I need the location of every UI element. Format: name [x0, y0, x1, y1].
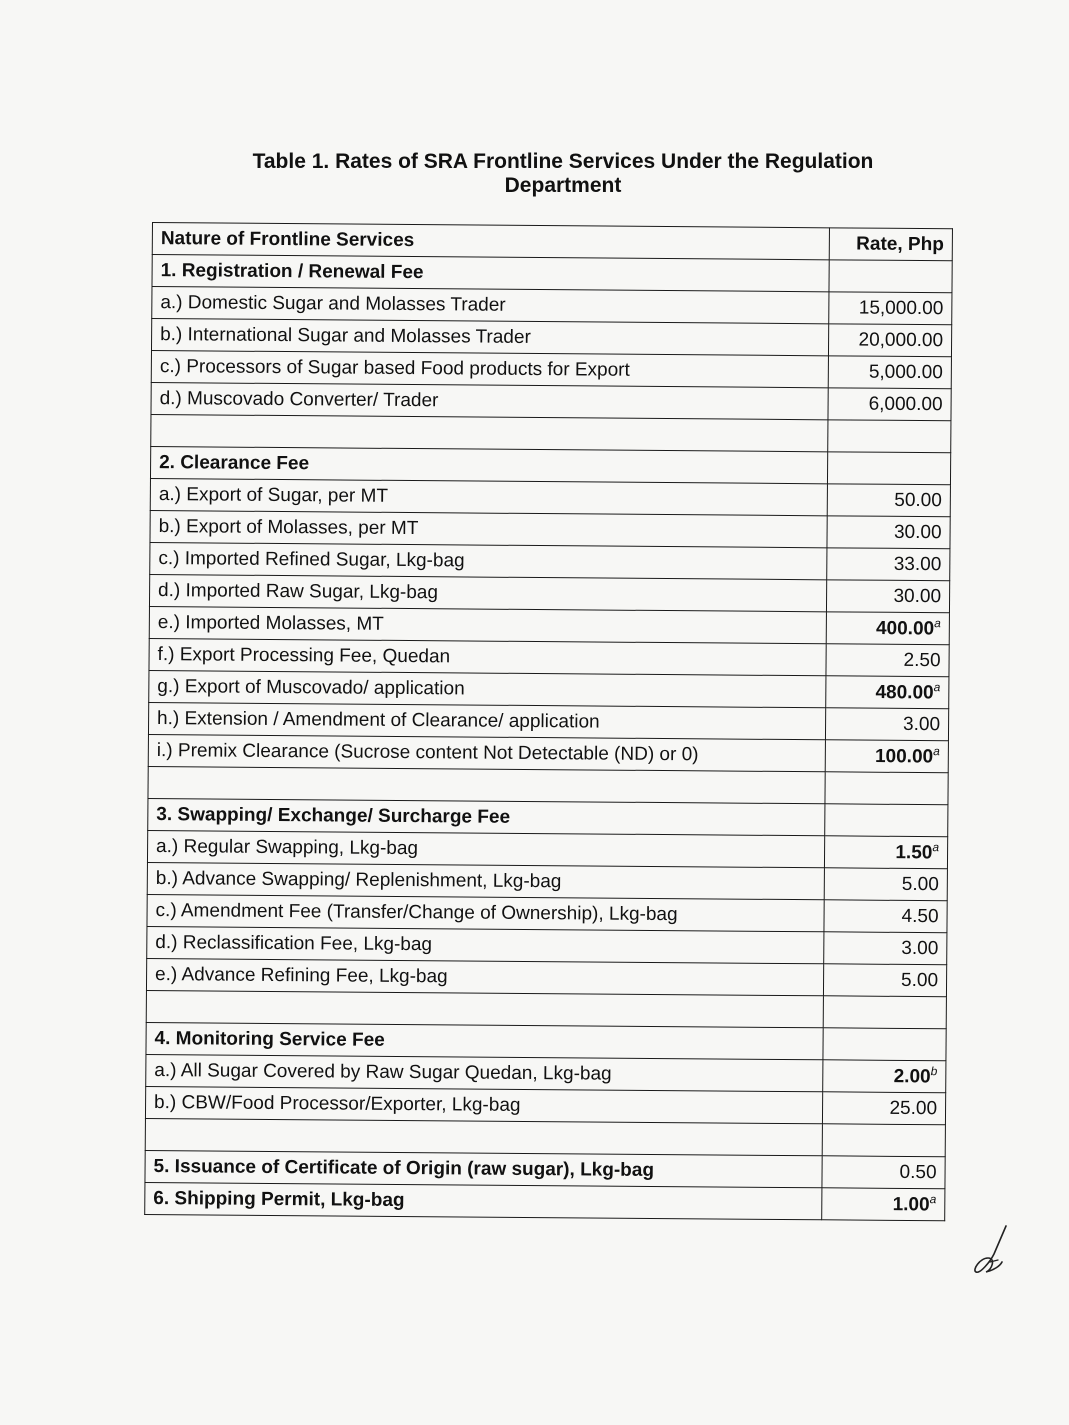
blank-cell [823, 996, 946, 1029]
service-label: h.) Extension / Amendment of Clearance/ application [148, 702, 825, 739]
table-title-line-2: Department [504, 174, 622, 197]
rate-value: 2.00 [893, 1066, 931, 1088]
rate-footnote-mark: a [929, 1192, 937, 1207]
service-label: d.) Reclassification Fee, Lkg-bag [147, 926, 824, 963]
rate-cell [828, 388, 951, 421]
blank-cell [146, 990, 823, 1027]
rate-value: 30.00 [893, 585, 942, 607]
rate-cell [825, 740, 948, 773]
service-label: b.) Export of Molasses, per MT [150, 510, 827, 547]
section-title: 1. Registration / Renewal Fee [152, 255, 829, 292]
rate-cell [829, 292, 952, 325]
rate-cell [828, 356, 951, 389]
service-label: c.) Processors of Sugar based Food products for Export [151, 350, 828, 387]
table-title [200, 150, 926, 198]
rate-footnote-mark: a [933, 744, 940, 759]
service-label: c.) Amendment Fee (Transfer/Change of Ownership), Lkg-bag [147, 894, 824, 931]
service-label: a.) Regular Swapping, Lkg-bag [147, 830, 824, 867]
rate-cell [823, 1028, 946, 1061]
rate-cell [824, 932, 947, 965]
rate-value: 5.00 [901, 873, 939, 895]
rate-cell [825, 708, 948, 741]
section-title: 4. Monitoring Service Fee [146, 1022, 823, 1059]
rate-value: 100.00 [874, 746, 934, 768]
service-label: a.) Export of Sugar, per MT [150, 478, 827, 515]
rate-footnote-mark: a [934, 616, 941, 631]
rate-footnote-mark: b [930, 1064, 938, 1079]
section-title: 6. Shipping Permit, Lkg-bag [145, 1182, 822, 1219]
rate-cell [827, 484, 950, 517]
rate-cell [822, 1156, 945, 1189]
blank-cell [151, 414, 828, 451]
rate-value: 1.00 [892, 1194, 930, 1216]
table-title-line-1: Table 1. Rates of SRA Frontline Services Under the Regulation [252, 150, 874, 173]
section-row [145, 1182, 945, 1220]
rates-table [144, 222, 953, 1221]
service-label: e.) Imported Molasses, MT [149, 606, 826, 643]
rate-cell [824, 900, 947, 933]
rates-sheet [144, 222, 964, 1221]
section-title: 5. Issuance of Certificate of Origin (raw sugar), Lkg-bag [145, 1150, 822, 1187]
rate-value: 400.00 [875, 618, 935, 640]
service-label: d.) Imported Raw Sugar, Lkg-bag [149, 574, 826, 611]
rate-value: 50.00 [894, 489, 942, 511]
rate-value: 15,000.00 [858, 297, 944, 319]
blank-cell [822, 1124, 945, 1157]
rate-cell [827, 548, 950, 581]
rate-cell [827, 452, 950, 485]
section-title: 2. Clearance Fee [150, 446, 827, 483]
service-label: b.) Advance Swapping/ Replenishment, Lkg-bag [147, 862, 824, 899]
rate-cell [823, 964, 946, 997]
rate-value: 4.50 [901, 905, 939, 927]
service-label: c.) Imported Refined Sugar, Lkg-bag [150, 542, 827, 579]
rate-value: 20,000.00 [858, 329, 944, 351]
section-title: 3. Swapping/ Exchange/ Surcharge Fee [148, 798, 825, 835]
rate-cell [823, 1060, 946, 1093]
rate-cell [826, 676, 949, 709]
service-label: a.) Domestic Sugar and Molasses Trader [152, 287, 829, 324]
header-rate: Rate, Php [829, 228, 952, 261]
rate-footnote-mark: a [932, 840, 940, 855]
rate-cell [822, 1188, 945, 1221]
rate-cell [826, 612, 949, 645]
rate-value: 5.00 [901, 969, 939, 991]
blank-cell [148, 766, 825, 803]
initials-signature-mark [966, 1222, 1016, 1282]
rate-value: 1.50 [895, 842, 933, 864]
service-label: e.) Advance Refining Fee, Lkg-bag [146, 958, 823, 995]
blank-cell [825, 772, 948, 805]
service-label: d.) Muscovado Converter/ Trader [151, 382, 828, 419]
rate-value: 0.50 [899, 1161, 937, 1183]
service-label: a.) All Sugar Covered by Raw Sugar Quedan, Lkg-bag [146, 1054, 823, 1091]
rate-cell [824, 868, 947, 901]
service-label: i.) Premix Clearance (Sucrose content Not Detectable (ND) or 0) [148, 734, 825, 771]
rate-value: 25.00 [889, 1097, 938, 1119]
rate-cell [826, 580, 949, 613]
rate-value: 33.00 [893, 553, 942, 575]
rate-value: 5,000.00 [868, 361, 943, 383]
rate-value: 2.50 [903, 649, 941, 671]
rate-cell [828, 324, 951, 357]
header-nature: Nature of Frontline Services [152, 223, 829, 260]
rate-cell [829, 260, 952, 293]
rate-cell [824, 836, 947, 869]
rate-cell [827, 516, 950, 549]
rate-value: 3.00 [903, 713, 941, 735]
rate-cell [825, 804, 948, 837]
service-label: g.) Export of Muscovado/ application [149, 670, 826, 707]
rate-value: 30.00 [893, 521, 942, 543]
rate-footnote-mark: a [933, 680, 941, 695]
rate-cell [826, 644, 949, 677]
service-label: b.) CBW/Food Processor/Exporter, Lkg-bag [145, 1086, 822, 1123]
rate-value: 480.00 [875, 682, 934, 704]
rate-cell [822, 1092, 945, 1125]
blank-cell [145, 1118, 822, 1155]
service-label: b.) International Sugar and Molasses Trader [151, 319, 828, 356]
rate-value: 6,000.00 [868, 393, 943, 415]
service-label: f.) Export Processing Fee, Quedan [149, 638, 826, 675]
blank-cell [828, 420, 951, 453]
rate-value: 3.00 [901, 937, 939, 959]
